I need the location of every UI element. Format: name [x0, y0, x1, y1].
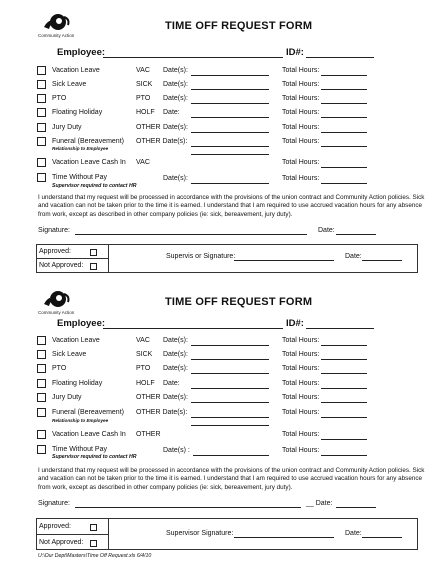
dates-field[interactable]	[191, 89, 269, 90]
approved-label: Approved:	[39, 523, 71, 530]
date-field[interactable]	[191, 117, 269, 118]
policy-paragraph: I understand that my request will be processed in accordance with the provisions of the union contract and Community Action policies. Sick and vacation can not be taken prior to the time it is earned. I understand that I am required to use accrued vacation hours for any absence from work, except as described in other company policies (ie: sick, bereavement, jury duty).	[38, 467, 425, 491]
row-label: Funeral (Bereavement)	[52, 409, 124, 416]
row-code: OTHER	[136, 124, 161, 131]
sick-leave-checkbox[interactable]	[37, 350, 46, 359]
row-label: Jury Duty	[52, 394, 82, 401]
hours-field[interactable]	[321, 132, 367, 133]
row-code: OTHER Date(s):	[136, 138, 188, 145]
row-label: Jury Duty	[52, 124, 82, 131]
dates-label: Date(s) :	[163, 447, 190, 454]
row-label: Floating Holiday	[52, 380, 103, 387]
supervisor-date-field[interactable]	[362, 537, 402, 538]
cash-in-checkbox[interactable]	[37, 430, 46, 439]
dates-field[interactable]	[191, 345, 269, 346]
hours-label: Total Hours:	[282, 365, 320, 372]
funeral-checkbox[interactable]	[37, 408, 46, 417]
row-label: Vacation Leave Cash In	[52, 159, 126, 166]
not-approved-checkbox[interactable]	[90, 540, 97, 547]
dates-field[interactable]	[193, 455, 269, 456]
jury-duty-checkbox[interactable]	[37, 123, 46, 132]
row-label: Sick Leave	[52, 81, 87, 88]
row-code: HOLF	[136, 380, 155, 387]
dates-label: Date(s):	[163, 175, 188, 182]
dates-label: Date(s):	[163, 95, 188, 102]
hours-label: Total Hours:	[282, 109, 320, 116]
pto-checkbox[interactable]	[37, 364, 46, 373]
supervisor-signature-label: Supervis or Signature:	[166, 253, 236, 260]
supervisor-date-label: Date:	[345, 530, 362, 537]
dates-field[interactable]	[191, 402, 269, 403]
hours-field[interactable]	[321, 402, 367, 403]
approved-label: Approved:	[39, 248, 71, 255]
row-code: PTO	[136, 95, 151, 102]
dates-field[interactable]	[191, 132, 269, 133]
hours-field[interactable]	[321, 455, 367, 456]
relationship-note: Relationship to Employee	[52, 418, 109, 423]
community-action-logo-icon	[40, 13, 74, 33]
not-approved-label: Not Approved:	[39, 262, 84, 269]
row-label: Time Without Pay	[52, 174, 107, 181]
dates-field[interactable]	[191, 103, 269, 104]
row-code: SICK	[136, 351, 153, 358]
hours-field[interactable]	[321, 345, 367, 346]
dates-label: Date(s):	[163, 337, 188, 344]
hours-field[interactable]	[321, 167, 367, 168]
hours-label: Total Hours:	[282, 81, 320, 88]
row-label: PTO	[52, 365, 67, 372]
date-field[interactable]	[336, 507, 376, 508]
hours-field[interactable]	[321, 388, 367, 389]
supervisor-note: Supervisor required to contact HR	[52, 454, 137, 460]
signature-field[interactable]	[75, 234, 307, 235]
row-code: OTHER	[136, 394, 161, 401]
dates-label: Date(s):	[163, 365, 188, 372]
row-code: VAC	[136, 67, 150, 74]
row-label: Vacation Leave	[52, 337, 100, 344]
policy-paragraph: I understand that my request will be processed in accordance with the provisions of the union contract and Community Action policies. Sick and vacation can not be taken prior to the time it is earned. I understand that I am required to use accrued vacation hours for any absence from work, except as described in other company policies (ie: sick, bereavement, jury duty).	[38, 194, 425, 218]
hours-field[interactable]	[321, 373, 367, 374]
supervisor-date-label: Date:	[345, 253, 362, 260]
hours-label: Total Hours:	[282, 159, 320, 166]
row-label: Time Without Pay	[52, 446, 107, 453]
hours-label: Total Hours:	[282, 337, 320, 344]
divider	[36, 258, 108, 259]
hours-field[interactable]	[321, 75, 367, 76]
dates-field[interactable]	[191, 359, 269, 360]
date-field[interactable]	[336, 234, 376, 235]
row-label: Vacation Leave	[52, 67, 100, 74]
id-label: ID#:	[286, 47, 304, 58]
dates-field[interactable]	[191, 146, 269, 147]
divider	[108, 244, 109, 273]
floating-holiday-checkbox[interactable]	[37, 379, 46, 388]
row-label: Vacation Leave Cash In	[52, 431, 126, 438]
file-path-footer: U:\Our Dept\Masters\Time Off Request.xls 6/4/10	[38, 553, 152, 559]
time-without-pay-checkbox[interactable]	[37, 445, 46, 454]
row-code: PTO	[136, 365, 151, 372]
date-label: Date:	[163, 380, 180, 387]
approved-checkbox[interactable]	[90, 524, 97, 531]
id-label: ID#:	[286, 318, 304, 329]
employee-label: Employee:	[57, 47, 106, 58]
employee-field[interactable]	[103, 57, 283, 58]
divider	[108, 518, 109, 550]
hours-field[interactable]	[321, 359, 367, 360]
org-name: Community Action	[38, 33, 75, 38]
pto-checkbox[interactable]	[37, 94, 46, 103]
hours-label: Total Hours:	[282, 394, 320, 401]
hours-field[interactable]	[321, 146, 367, 147]
hours-label: Total Hours:	[282, 380, 320, 387]
form-title: TIME OFF REQUEST FORM	[165, 296, 313, 308]
dates-field[interactable]	[191, 75, 269, 76]
hours-label: Total Hours:	[282, 67, 320, 74]
dates-label: Date(s):	[163, 124, 188, 131]
vacation-leave-checkbox[interactable]	[37, 66, 46, 75]
row-label: Funeral (Bereavement)	[52, 138, 124, 145]
supervisor-signature-label: Supervisor Signature:	[166, 530, 234, 537]
signature-label: Signature:	[38, 500, 70, 507]
row-label: Floating Holiday	[52, 109, 103, 116]
time-without-pay-checkbox[interactable]	[37, 173, 46, 182]
hours-label: Total Hours:	[282, 124, 320, 131]
hours-field[interactable]	[321, 103, 367, 104]
employee-field[interactable]	[103, 328, 283, 329]
dates-field[interactable]	[191, 417, 269, 418]
hours-label: Total Hours:	[282, 351, 320, 358]
not-approved-label: Not Approved:	[39, 539, 84, 546]
hours-label: Total Hours:	[282, 409, 320, 416]
hours-field[interactable]	[321, 417, 367, 418]
signature-field[interactable]	[75, 507, 301, 508]
date-label: __ Date:	[306, 500, 333, 507]
vacation-leave-checkbox[interactable]	[37, 336, 46, 345]
dates-label: Date(s):	[163, 67, 188, 74]
funeral-checkbox[interactable]	[37, 137, 46, 146]
org-name: Community Action	[38, 310, 75, 315]
signature-label: Signature:	[38, 227, 70, 234]
id-field[interactable]	[306, 57, 374, 58]
row-code: OTHER	[136, 431, 161, 438]
row-code: OTHER Date(s):	[136, 409, 188, 416]
hours-label: Total Hours:	[282, 175, 320, 182]
jury-duty-checkbox[interactable]	[37, 393, 46, 402]
dates-field[interactable]	[191, 373, 269, 374]
date-label: Date:	[163, 109, 180, 116]
hours-label: Total Hours:	[282, 447, 320, 454]
hours-label: Total Hours:	[282, 95, 320, 102]
not-approved-checkbox[interactable]	[90, 263, 97, 270]
dates-label: Date(s):	[163, 351, 188, 358]
supervisor-signature-field[interactable]	[234, 260, 334, 261]
floating-holiday-checkbox[interactable]	[37, 108, 46, 117]
community-action-logo-icon	[40, 290, 74, 310]
cash-in-checkbox[interactable]	[37, 158, 46, 167]
relationship-note: Relationship to Employee	[52, 146, 109, 151]
id-field[interactable]	[306, 328, 374, 329]
supervisor-date-field[interactable]	[362, 260, 402, 261]
divider	[36, 534, 108, 535]
row-code: VAC	[136, 337, 150, 344]
row-label: PTO	[52, 95, 67, 102]
date-label: Date:	[318, 227, 335, 234]
dates-label: Date(s):	[163, 81, 188, 88]
date-field[interactable]	[191, 388, 269, 389]
hours-label: Total Hours:	[282, 431, 320, 438]
dates-field-2[interactable]	[191, 425, 269, 426]
row-label: Sick Leave	[52, 351, 87, 358]
approved-checkbox[interactable]	[90, 249, 97, 256]
row-code: SICK	[136, 81, 153, 88]
hours-label: Total Hours:	[282, 138, 320, 145]
dates-label: Date(s):	[163, 394, 188, 401]
employee-label: Employee:	[57, 318, 106, 329]
hours-field[interactable]	[321, 89, 367, 90]
hours-field[interactable]	[321, 439, 367, 440]
supervisor-signature-field[interactable]	[234, 537, 334, 538]
row-code: VAC	[136, 159, 150, 166]
supervisor-note: Supervisor required to contact HR	[52, 183, 137, 189]
dates-field[interactable]	[191, 183, 269, 184]
hours-field[interactable]	[321, 117, 367, 118]
hours-field[interactable]	[321, 183, 367, 184]
dates-field-2[interactable]	[191, 154, 269, 155]
form-title: TIME OFF REQUEST FORM	[165, 20, 313, 32]
sick-leave-checkbox[interactable]	[37, 80, 46, 89]
row-code: HOLF	[136, 109, 155, 116]
